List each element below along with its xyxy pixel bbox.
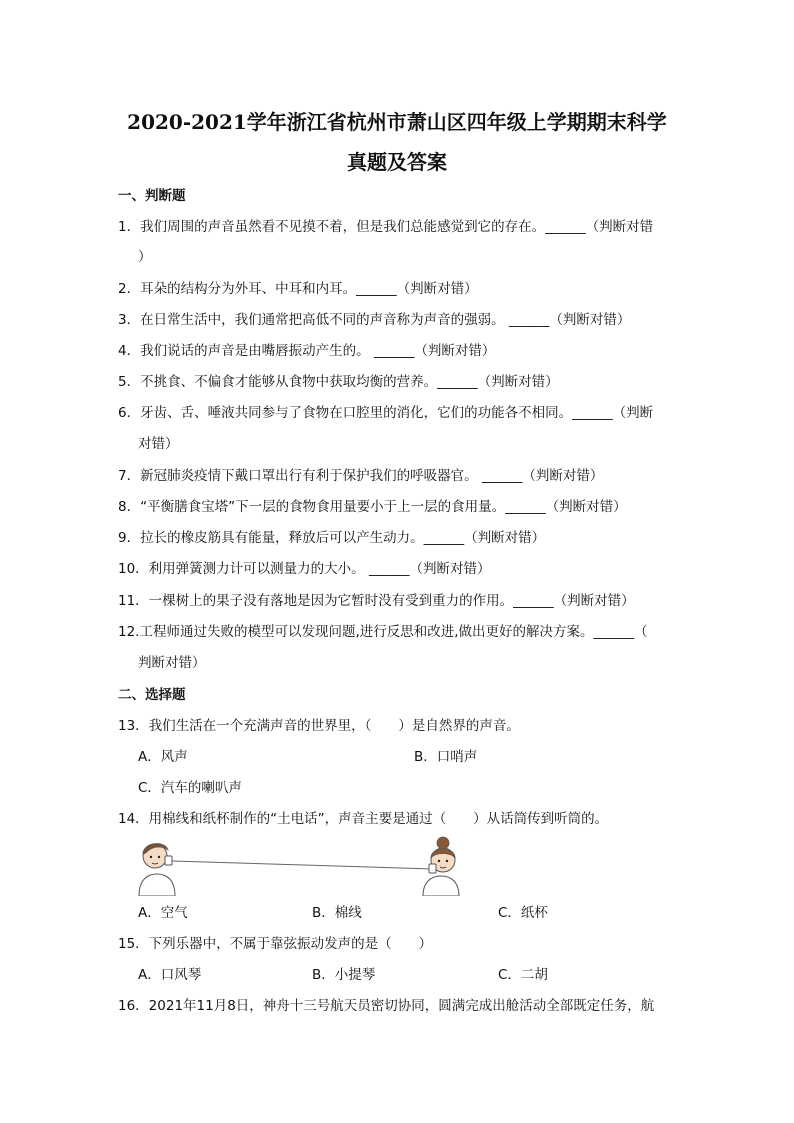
question-15: 15．下列乐器中，不属于靠弦振动发声的是（ ）	[118, 936, 433, 952]
question-5: 5．不挑食、不偏食才能够从食物中获取均衡的营养。______（判断对错）	[118, 374, 559, 390]
section-heading-judgement: 一、判断题	[118, 188, 186, 204]
option-c: C．纸杯	[498, 905, 548, 921]
string-line	[172, 861, 433, 869]
girl-figure	[423, 837, 459, 896]
page-title-line2: 真题及答案	[347, 150, 447, 174]
boy-figure	[139, 844, 175, 896]
option-c: C．汽车的喇叭声	[138, 780, 242, 796]
question-3: 3．在日常生活中，我们通常把高低不同的声音称为声音的强弱。 ______（判断对错）	[118, 312, 631, 328]
option-a: A．口风琴	[138, 967, 202, 983]
question-6: 6．牙齿、舌、唾液共同参与了食物在口腔里的消化，它们的功能各不相同。______（判断	[118, 405, 654, 421]
question-16: 16．2021年11月8日，神舟十三号航天员密切协同，圆满完成出舱活动全部既定任务，航	[118, 998, 655, 1014]
question-1: 1．我们周围的声音虽然看不见摸不着，但是我们总能感觉到它的存在。______（判断对错	[118, 219, 654, 235]
question-14: 14．用棉线和纸杯制作的“土电话”，声音主要是通过（ ）从话筒传到听筒的。	[118, 811, 609, 827]
page-title: 2020-2021学年浙江省杭州市萧山区四年级上学期期末科学	[127, 110, 667, 134]
option-b: B．口哨声	[414, 749, 478, 765]
option-b: B．小提琴	[312, 967, 376, 983]
question-11: 11．一棵树上的果子没有落地是因为它暂时没有受到重力的作用。______（判断对错）	[118, 593, 635, 609]
tin-can-phone-illustration	[135, 836, 465, 896]
question-2: 2．耳朵的结构分为外耳、中耳和内耳。______（判断对错）	[118, 281, 478, 297]
question-6-cont: 对错）	[138, 436, 179, 452]
option-a: A．空气	[138, 905, 188, 921]
question-12: 12.工程师通过失败的模型可以发现问题,进行反思和改进,做出更好的解决方案。______（	[118, 624, 648, 640]
question-7: 7．新冠肺炎疫情下戴口罩出行有利于保护我们的呼吸器官。 ______（判断对错）	[118, 468, 604, 484]
question-4: 4．我们说话的声音是由嘴唇振动产生的。 ______（判断对错）	[118, 343, 496, 359]
option-b: B．棉线	[312, 905, 362, 921]
question-8: 8．“平衡膳食宝塔”下一层的食物食用量要小于上一层的食用量。______（判断对错）	[118, 499, 627, 515]
question-1-cont: ）	[138, 249, 152, 265]
option-a: A．风声	[138, 749, 188, 765]
question-13: 13．我们生活在一个充满声音的世界里，（ ）是自然界的声音。	[118, 718, 520, 734]
question-9: 9．拉长的橡皮筋具有能量，释放后可以产生动力。______（判断对错）	[118, 530, 546, 546]
question-12-cont: 判断对错）	[138, 655, 206, 671]
option-c: C．二胡	[498, 967, 548, 983]
question-10: 10．利用弹簧测力计可以测量力的大小。 ______（判断对错）	[118, 561, 491, 577]
section-heading-choice: 二、选择题	[118, 687, 186, 703]
